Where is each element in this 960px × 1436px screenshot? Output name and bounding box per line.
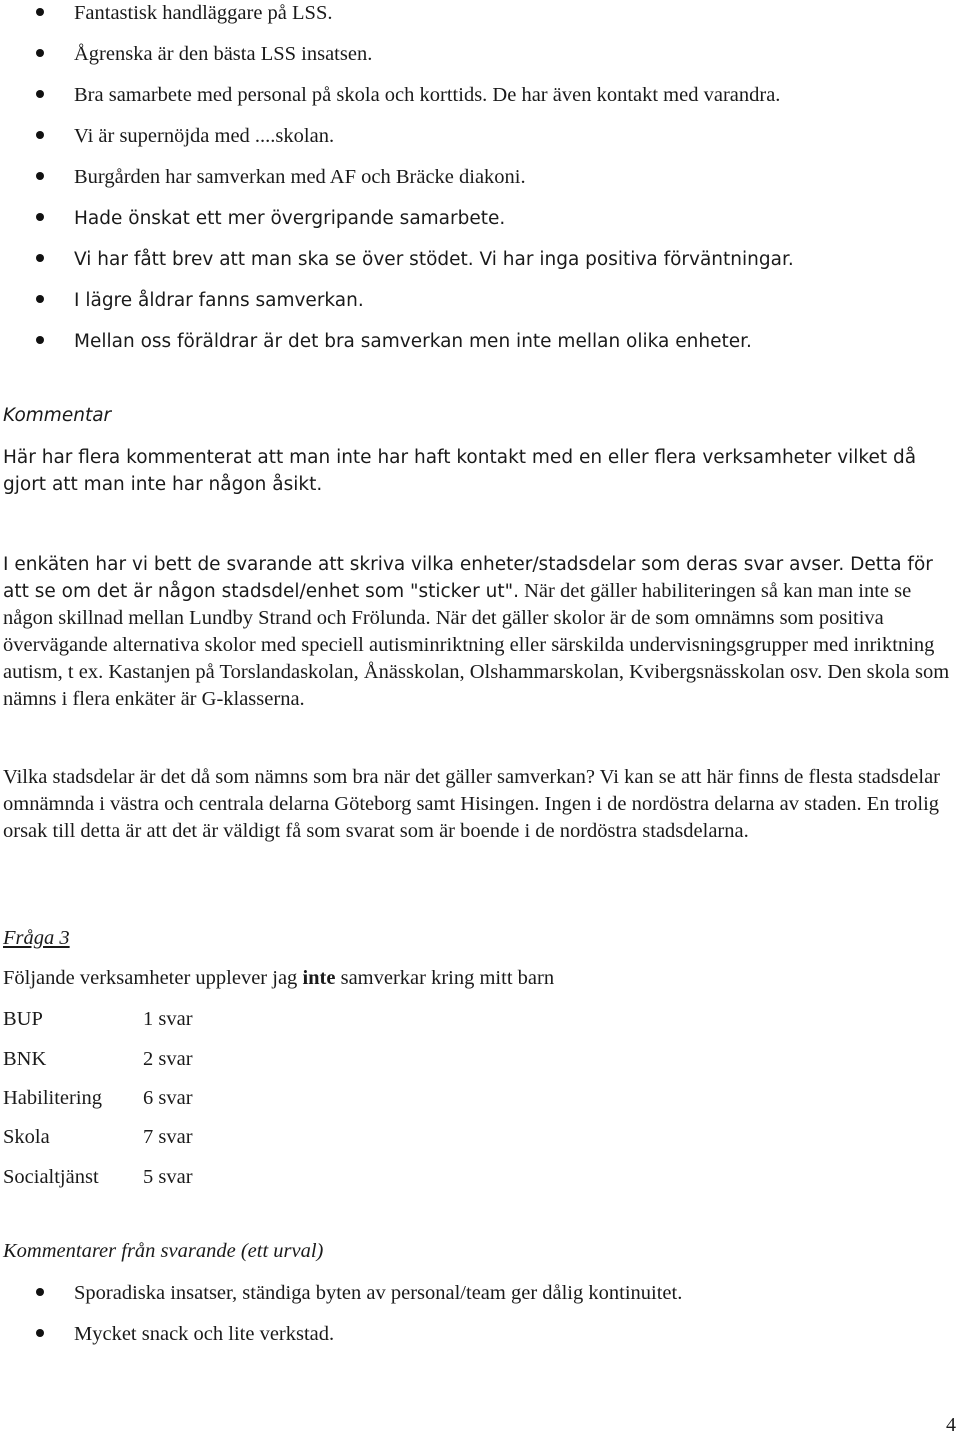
table-cell-svar: 7 svar bbox=[143, 1126, 193, 1149]
list-item bbox=[0, 121, 960, 162]
kommentar-paragraph-3 bbox=[3, 764, 953, 845]
bullet-icon bbox=[36, 131, 44, 139]
list-item-text: Ågrenska är den bästa LSS insatsen. bbox=[74, 43, 373, 65]
list-item-text: Bra samarbete med personal på skola och korttids. De har även kontakt med varandra. bbox=[74, 84, 781, 106]
table-row bbox=[3, 1079, 193, 1118]
fraga3-heading: Fråga 3 bbox=[3, 927, 70, 949]
kommentar-heading-block bbox=[3, 402, 953, 429]
list-item bbox=[0, 80, 960, 121]
table-cell-svar: 2 svar bbox=[143, 1047, 193, 1070]
list-item bbox=[0, 1278, 960, 1319]
bullet-icon bbox=[36, 336, 44, 344]
bullet-icon bbox=[36, 49, 44, 57]
list-item bbox=[0, 1319, 960, 1360]
bullet-icon bbox=[36, 213, 44, 221]
fraga3-question bbox=[3, 965, 953, 992]
paragraph-text bbox=[3, 551, 953, 713]
table-cell-svar: 5 svar bbox=[143, 1165, 193, 1188]
bullet-icon bbox=[36, 172, 44, 180]
question-text-before: Följande verksamheter upplever jag bbox=[3, 967, 303, 989]
table-cell-verksamhet: BNK bbox=[3, 1047, 47, 1070]
table-cell-svar: 6 svar bbox=[143, 1086, 193, 1109]
kommentarer-heading: Kommentarer från svarande (ett urval) bbox=[3, 1240, 324, 1262]
fraga3-question-block bbox=[3, 965, 953, 992]
list-item bbox=[0, 326, 960, 367]
top-bullet-list bbox=[0, 0, 960, 367]
bullet-icon bbox=[36, 90, 44, 98]
list-item-text: Sporadiska insatser, ständiga byten av personal/team ger dålig kontinuitet. bbox=[74, 1282, 683, 1304]
kommentarer-bullet-list bbox=[0, 1278, 960, 1360]
list-item-text: Vi har fått brev att man ska se över stödet. Vi har inga positiva förväntningar. bbox=[74, 249, 794, 270]
list-item-text: Fantastisk handläggare på LSS. bbox=[74, 2, 333, 24]
page-number: 4 bbox=[946, 1414, 956, 1436]
list-item bbox=[0, 39, 960, 80]
table-cell-verksamhet: Socialtjänst bbox=[3, 1165, 99, 1188]
question-text-bold: inte bbox=[302, 967, 336, 989]
answers-table bbox=[3, 1000, 193, 1197]
list-item bbox=[0, 244, 960, 285]
table-cell-svar: 1 svar bbox=[143, 1008, 193, 1031]
question-text-after: samverkar kring mitt barn bbox=[335, 967, 555, 989]
bullet-icon bbox=[36, 295, 44, 303]
table-row bbox=[3, 1158, 193, 1197]
list-item-text: I lägre åldrar fanns samverkan. bbox=[74, 290, 364, 311]
list-item bbox=[0, 162, 960, 203]
table-cell-verksamhet: BUP bbox=[3, 1008, 43, 1031]
table-row bbox=[3, 1118, 193, 1157]
paragraph-text: Här har flera kommenterat att man inte har haft kontakt med en eller flera verksamheter vilket då gjort att man inte har någon åsikt. bbox=[3, 447, 917, 495]
kommentar-paragraph-1 bbox=[3, 444, 953, 498]
bullet-icon bbox=[36, 254, 44, 262]
paragraph-text: Vilka stadsdelar är det då som nämns som bra när det gäller samverkan? Vi kan se att här finns de flesta stadsdelar omnämnda i västra och centrala delarna Göteborg samt Hisingen. Ingen i de nordöstra delarna av staden. En trolig orsak till detta är att det är väldigt få som svarat som är boende i de nordöstra stadsdelarna. bbox=[3, 766, 941, 842]
list-item-text: Mycket snack och lite verkstad. bbox=[74, 1323, 335, 1345]
list-item bbox=[0, 203, 960, 244]
kommentarer-heading-block bbox=[3, 1238, 953, 1265]
table-row bbox=[3, 1000, 193, 1039]
list-item-text: Burgården har samverkan med AF och Bräcke diakoni. bbox=[74, 166, 526, 188]
table-cell-verksamhet: Habilitering bbox=[3, 1086, 103, 1109]
table-cell-verksamhet: Skola bbox=[3, 1126, 50, 1149]
bullet-icon bbox=[36, 8, 44, 16]
fraga3-heading-block bbox=[3, 925, 953, 952]
kommentar-paragraph-2 bbox=[3, 551, 953, 713]
list-item bbox=[0, 285, 960, 326]
bullet-icon bbox=[36, 1288, 44, 1296]
paragraph-serif-part: När det gäller habiliteringen så kan man inte se någon skillnad mellan Lundby Strand och Frölunda. När det gäller skolor är de som omnämns som positiva övervägande alternativa skolor med speciell autisminriktning eller särskilda undervisningsgrupper med inriktning autism, t ex. Kastanjen på Torslandaskolan, Ånässkolan, Olshammarskolan, Kvibergsnässkolan osv. Den skola som nämns i flera enkäter är G-klasserna. bbox=[3, 580, 950, 710]
kommentar-heading: Kommentar bbox=[3, 405, 112, 426]
list-item-text: Vi är supernöjda med ....skolan. bbox=[74, 125, 335, 147]
paragraph-sans-part: I enkäten har vi bett de svarande att skriva vilka enheter/stadsdelar som deras svar avser. Detta för att se om det är någon stadsdel/enhet som "sticker ut". bbox=[3, 554, 933, 602]
list-item bbox=[0, 0, 960, 39]
list-item-text: Hade önskat ett mer övergripande samarbete. bbox=[74, 208, 506, 229]
list-item-text: Mellan oss föräldrar är det bra samverkan men inte mellan olika enheter. bbox=[74, 331, 752, 352]
table-row bbox=[3, 1039, 193, 1078]
bullet-icon bbox=[36, 1329, 44, 1337]
